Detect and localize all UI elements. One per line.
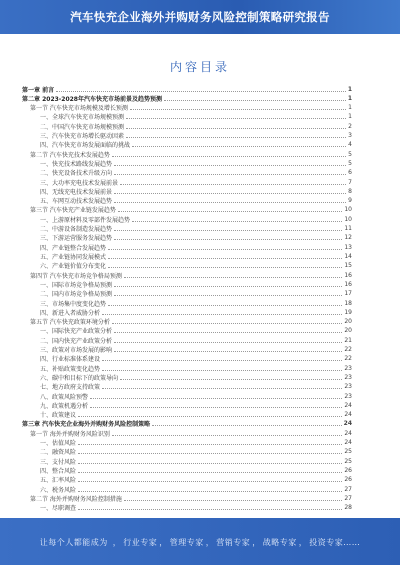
footer-separator: ， [252,538,261,547]
toc-page-number: 27 [344,485,352,493]
toc-entry-text: 一、上游原材料及零部件发展趋势 [40,216,131,224]
toc-leader-dots [78,444,342,445]
toc-entry-text: 二、国内市场竞争格局预测 [40,291,113,299]
toc-leader-dots [78,453,342,454]
toc-entry-text: 一、尽职调查 [40,505,77,513]
footer-lead: 让每个人都能成为 [39,538,108,547]
toc-entry-text: 八、政策风险预警 [40,393,89,401]
toc-page-number: 6 [348,169,352,177]
toc-leader-dots [132,221,342,222]
toc-page-number: 8 [348,187,352,195]
toc-page-number: 1 [347,94,352,102]
toc-page-number: 23 [344,392,352,400]
toc-entry-text: 第二章 2023-2028年汽车快充市场前景及趋势预测 [22,95,162,103]
toc-leader-dots [152,425,342,426]
toc-leader-dots [102,370,342,371]
report-header-banner [0,0,400,34]
toc-page-number: 27 [344,494,352,502]
toc-entry-text: 二、国内快充产业政策分析 [40,337,113,345]
toc-leader-dots [112,435,342,436]
toc-leader-dots [114,239,342,240]
toc-leader-dots [78,509,342,510]
toc-leader-dots [132,146,346,147]
toc-leader-dots [124,277,342,278]
toc-leader-dots [114,286,342,287]
footer-item: 战略专家 [262,538,297,547]
toc-leader-dots [102,314,342,315]
toc-page-number: 24 [343,420,352,428]
toc-page-number: 10 [344,215,352,223]
toc-entry-text: 第五节 汽车快充政策环境分析 [30,319,110,327]
toc-leader-dots [108,258,342,259]
toc-leader-dots [126,137,346,138]
toc-page-number: 1 [348,104,352,112]
toc-leader-dots [78,481,342,482]
toc-entry-text: 十、政策建议 [40,412,77,420]
toc-page-number: 21 [344,336,352,344]
toc-entry-text: 三、政策对市场发展的影响 [40,347,113,355]
toc-page-number: 24 [344,429,352,437]
toc-page-number: 20 [344,318,352,326]
toc-leader-dots [114,351,342,352]
toc-leader-dots [114,342,342,343]
report-title: 汽车快充企业海外并购财务风险控制策略研究报告 [70,10,330,24]
toc-entry-text: 一、全球汽车快充市场规模预测 [40,114,125,122]
toc-page-number: 23 [344,383,352,391]
toc-entry-text: 一、快充技术路线发展趋势 [40,160,113,168]
footer-banner [0,518,400,565]
toc-entry-text: 五、补贴政策变化趋势 [40,365,101,373]
toc-entry-text: 三、市场集中度变化趋势 [40,300,107,308]
toc-page-number: 22 [344,346,352,354]
footer-item: 营销专家 [216,538,251,547]
toc-entry-text: 四、行业标准体系建设 [40,356,101,364]
toc-entry-text: 四、产业链整合发展趋势 [40,244,107,252]
toc-entry-text: 六、产业链价值分布变化 [40,263,107,271]
toc-entry-text: 第三章 汽车快充企业海外并购财务风险控制策略 [22,421,151,429]
toc-leader-dots [164,100,346,101]
toc-page-number: 3 [348,132,352,140]
toc-leader-dots [108,249,342,250]
toc-leader-dots [108,305,342,306]
toc-entry-text: 七、地方政府支持政策 [40,384,101,392]
toc-leader-dots [114,202,346,203]
toc-leader-dots [108,267,342,268]
toc-entry-text: 六、碳中和目标下的政策导向 [40,374,119,382]
toc-page-number: 2 [348,122,352,130]
toc-leader-dots [114,193,346,194]
toc-entry-text: 五、汇率风险 [40,477,77,485]
toc-entry-text: 四、汽车快充市场发展面临的挑战 [40,142,131,150]
toc-entry-text: 第三节 汽车快充产业链发展趋势 [30,207,116,215]
toc-page-number: 7 [348,178,352,186]
toc-leader-dots [114,230,342,231]
toc-page-number: 13 [344,243,352,251]
footer-item: 行业专家 [123,538,158,547]
toc-entry-text: 二、中国汽车快充市场规模预测 [40,123,125,131]
footer-item: 投资专家 [309,538,344,547]
toc-entry-text: 二、中游设备制造发展趋势 [40,226,113,234]
toc-page-number: 16 [344,271,352,279]
toc-entry-text: 五、产业链协同发展模式 [40,253,107,261]
toc-page-number: 23 [344,373,352,381]
toc-page-number: 18 [344,299,352,307]
toc-leader-dots [112,156,346,157]
toc-page-number: 16 [344,280,352,288]
toc-entry-text: 六、税务风险 [40,486,77,494]
toc-leader-dots [78,491,342,492]
toc-entry-text: 第一章 前言 [22,86,55,94]
toc-entry-text: 一、国际快充产业政策分析 [40,328,113,336]
toc-page-number: 25 [344,457,352,465]
footer-separator: ， [298,538,308,547]
toc-entry-text: 三、大功率充电技术发展前景 [40,179,119,187]
toc-entry-text: 第一节 汽车快充市场规模及增长预测 [30,105,128,113]
toc-page-number: 26 [344,476,352,484]
toc-leader-dots [114,332,342,333]
toc-leader-dots [56,91,346,92]
toc-leader-dots [120,379,342,380]
toc-leader-dots [126,128,346,129]
toc-page-number: 20 [344,327,352,335]
footer-separator: ， [159,538,168,547]
footer-slogan [0,537,400,548]
toc-entry-text: 一、估值风险 [40,440,77,448]
toc-leader-dots [78,463,342,464]
toc-entry-text: 第二节 海外并购财务风险控制措施 [30,495,122,503]
toc-page-number: 17 [344,290,352,298]
toc-entry-text: 第四节 汽车快充市场竞争格局预测 [30,272,122,280]
toc-leader-dots [78,472,342,473]
toc-leader-dots [78,416,342,417]
toc-entry-text: 一、国际市场竞争格局预测 [40,281,113,289]
toc-page-number: 24 [344,439,352,447]
toc-entry-text: 四、整合风险 [40,467,77,475]
toc-entry-text: 三、支付风险 [40,458,77,466]
toc-subsection[interactable] [40,503,352,513]
toc-entry-text: 五、车网互动技术发展趋势 [40,198,113,206]
toc-leader-dots [112,323,342,324]
toc-page-number: 23 [344,364,352,372]
toc-page-number: 25 [344,448,352,456]
toc-entry-text: 三、下游运营服务发展趋势 [40,235,113,243]
toc-page-number: 19 [344,308,352,316]
table-of-contents [0,84,400,512]
toc-entry-text: 四、新进入者威胁分析 [40,309,101,317]
toc-leader-dots [124,500,342,501]
footer-item: 管理专家 [169,538,204,547]
toc-leader-dots [130,109,346,110]
toc-entry-text: 第二节 汽车快充技术发展趋势 [30,151,110,159]
toc-page-number: 28 [344,504,352,512]
toc-leader-dots [120,184,346,185]
toc-page-number: 4 [348,141,352,149]
toc-leader-dots [102,360,342,361]
toc-heading: 内容目录 [169,60,230,74]
toc-page-number: 24 [344,401,352,409]
toc-entry-text: 三、汽车快充市场增长驱动因素 [40,133,125,141]
toc-leader-dots [102,388,342,389]
toc-entry-text: 二、融资风险 [40,449,77,457]
toc-entry-text: 九、政策机遇分析 [40,402,89,410]
toc-leader-dots [90,398,342,399]
toc-page-number: 12 [344,234,352,242]
toc-leader-dots [126,118,346,119]
toc-leader-dots [114,165,346,166]
toc-page-number: 11 [344,225,352,233]
toc-leader-dots [114,295,342,296]
toc-page-number: 5 [348,159,352,167]
toc-page-number: 10 [344,206,352,214]
toc-page-number: 22 [344,355,352,363]
toc-page-number: 1 [348,113,352,121]
footer-separator: ， [205,538,215,547]
toc-leader-dots [90,407,342,408]
toc-page-number: 24 [344,411,352,419]
toc-page-number: 14 [344,252,352,260]
toc-page-number: 9 [348,197,352,205]
toc-entry-text: 二、快充设备技术升级方向 [40,170,113,178]
toc-leader-dots [118,211,342,212]
toc-entry-text: 四、无线充电技术发展前景 [40,188,113,196]
footer-ellipsis: …… [343,538,361,547]
toc-leader-dots [114,174,346,175]
footer-separator: ， [112,538,122,547]
toc-entry-text: 第一节 海外并购财务风险识别 [30,430,110,438]
toc-page-number: 5 [348,150,352,158]
toc-page-number: 1 [347,85,352,93]
toc-page-number: 15 [344,262,352,270]
toc-page-number: 26 [344,466,352,474]
